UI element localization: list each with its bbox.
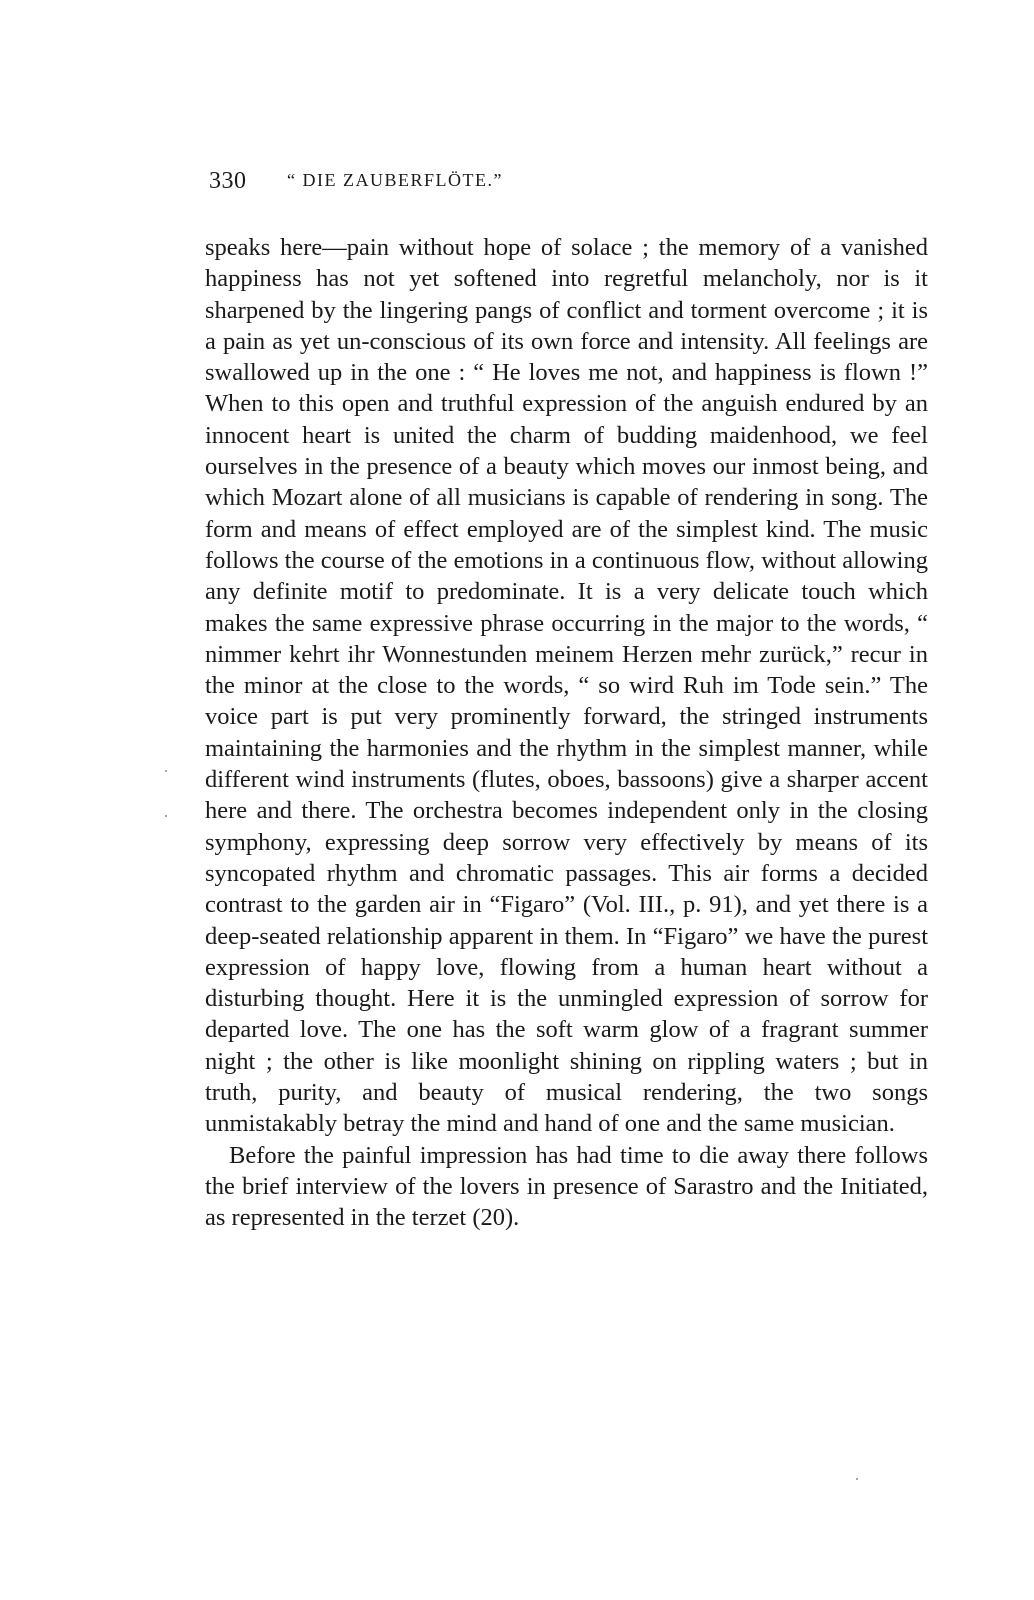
margin-speck xyxy=(165,770,167,772)
paragraph-before-the-painful: Before the painful impression has had time to die away there follows the brief interview of the lovers in presence of Sarastro and the Initiated, as represented in the terzet (20). xyxy=(205,1141,928,1232)
paragraph-continuation: speaks here—pain without hope of solace ; the memory of a vanished happiness has not yet softened into regretful melancholy, nor is it sharpened by the lingering pangs of conflict and torment overcome ; it is a pain as yet un-conscious of its own force and intensity. All feelings are swallowed up in the one : “ He loves me not, and happiness is flown !” When to this open and truthful expression of the anguish endured by an innocent heart is united the charm of budding maidenhood, we feel ourselves in the presence of a beauty which moves our inmost being, and which Mozart alone of all musicians is capable of rendering in song. The form and means of effect employed are of the simplest kind. The music follows the course of the emotions in a continuous flow, without allowing any definite motif to predominate. It is a very delicate touch which makes the same expressive phrase occurring in the major to the words, “ nimmer kehrt ihr Wonnestunden meinem Herzen mehr zurück,” recur in the minor at the close to the words, “ so wird Ruh im Tode sein.” The voice part is put very prominently forward, the stringed instruments maintaining the harmonies and the rhythm in the simplest manner, while different wind instruments (flutes, oboes, bassoons) give a sharper accent here and there. The orchestra becomes independent only in the closing symphony, expressing deep sorrow very effectively by means of its syncopated rhythm and chromatic passages. This air forms a decided contrast to the garden air in “Figaro” (Vol. III., p. 91), and yet there is a deep-seated relationship apparent in them. In “Figaro” we have the purest expression of happy love, flowing from a human heart without a disturbing thought. Here it is the unmingled expression of sorrow for departed love. The one has the soft warm glow of a fragrant summer night ; the other is like moonlight shining on rippling waters ; but in truth, purity, and beauty of musical rendering, the two songs unmistakably betray the mind and hand of one and the same musician. xyxy=(205,234,928,1138)
margin-speck xyxy=(165,815,167,817)
page-number: 330 xyxy=(209,168,247,194)
running-title: “ DIE ZAUBERFLÖTE.” xyxy=(287,170,503,190)
page-header xyxy=(209,168,929,204)
margin-speck xyxy=(856,1478,858,1480)
body-text xyxy=(205,232,928,1234)
